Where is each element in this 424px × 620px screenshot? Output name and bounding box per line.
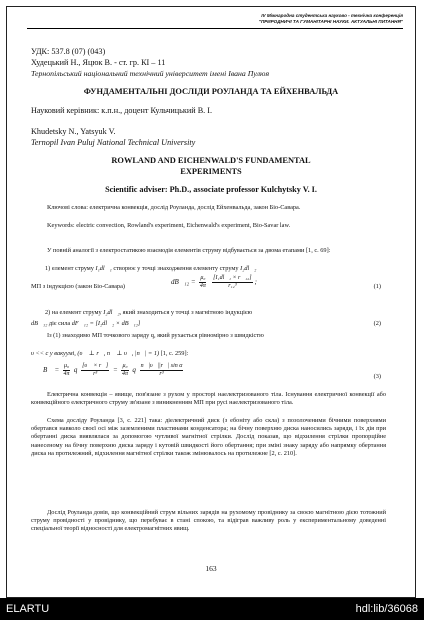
step-1-prefix: 1) елемент струму <box>45 265 94 272</box>
authors-ua: Худецький Н., Яцюк В. - ст. гр. КІ – 11 <box>31 58 166 67</box>
handle-link[interactable]: hdl:lib/36068 <box>355 603 418 615</box>
intro-paragraph: У повній аналогії з електростатикою взаємодія елементів струму відбувається за двома етапами [1, с. 69]: <box>47 247 331 254</box>
equation-1-number: (1) <box>373 283 381 290</box>
biot-savart-prefix: МП з індукцією (закон Біо-Савара) <box>31 283 125 290</box>
equation-3: B⃗ = $\frac{\text{μ₀}}{4\pi}$ q $\frac{[\upsilon⃗ \times r⃗]}{\text{r³}}$ = $\frac{\text{μ₀}}{4\pi}$ q $\frac{\text{n⃗|υ⃗||r⃗| sin α}}{\text{r³}}$ <box>43 363 183 377</box>
repository-name: ELARTU <box>6 603 50 615</box>
repository-footer <box>0 598 424 620</box>
conference-header-line-2: "ПРИРОДНИЧІ ТА ГУМАНІТАРНІ НАУКИ. АКТУАЛЬНІ ПИТАННЯ" <box>258 19 403 24</box>
equation-1: dB⃗₁₂ = $\frac{\text{μ₀}}{4\pi}$ $\frac{\text{[I₁dl⃗₁ × r⃗₁₂]}}{\text{r₁₂³}}$ ; <box>171 275 257 289</box>
affiliation-en: Ternopil Ivan Puluj National Technical University <box>31 138 196 147</box>
paper-page <box>6 6 416 598</box>
adviser-ua: Науковий керівник: к.п.н., доцент Кульчицький В. І. <box>31 106 213 115</box>
title-en-line-1: ROWLAND AND EICHENWALD'S FUNDAMENTAL <box>111 156 311 165</box>
authors-en: Khudetsky N., Yatsyuk V. <box>31 127 116 136</box>
udc-code: УДК: 537.8 (07) (043) <box>31 47 106 56</box>
header-rule <box>27 28 403 29</box>
vacuum-condition: υ << c у вакуумі, <box>31 350 76 357</box>
conference-header <box>259 13 403 25</box>
title-ua: ФУНДАМЕНТАЛЬНІ ДОСЛІДИ РОУЛАНДА ТА ЕЙХЕНВАЛЬДА <box>83 87 339 96</box>
step-2-suffix: , який знаходиться у точці з магнітною індукцією <box>119 309 253 316</box>
from-equation-1: Із (1) знаходимо МП точкового заряду q, який рухається рівномірно з швидкістю <box>47 332 264 339</box>
eichenwald-paragraph: Дослід Роуланда довів, що конвекційний струм вільних зарядів на рухомому провіднику за своєю магнітною дією тотожний струму провідності у провіднику, що перебуває в стані спокою, та відіграв важливу роль у експериментальному доведенні спеціальної теорії відносності для електромагнітних явищ. <box>31 509 386 533</box>
vacuum-condition-line: υ << c у вакуумі, (υ⃗ ⊥ r⃗, n⃗ ⊥ υ⃗, |n⃗| = 1) [1, с. 259]: <box>31 350 189 357</box>
equation-3-number: (3) <box>373 373 381 380</box>
rowland-paragraph: Схема досліду Роуланда [3, с. 221] така: діелектричний диск (з ебоніту або скла) з позолоченими бічними поверхнями обертався навколо своєї осі між заземленими пластинами конденсатора; на бічну поверхню диска наносились заряди, і їх дія при обертанні диска виявлялася за допомогою чутливої магнітної стрілки. Дослід показав, що відхилення стрілки пропорційне нанесеному на бічну поверхню диска заряду і кутовій швидкості його обертання; при зміні знаку заряду або напрямку обертання диска на протилежний, відхилення магнітної стрілки також змінювалось на протилежне [2, с. 210]. <box>31 417 386 457</box>
force-line: dB⃗₁₂ діє сила dF⃗₁₂ = [I₂dl⃗₂ × dB⃗₁₂] <box>31 320 141 327</box>
step-1-suffix: створює у точці знаходження елементу струму <box>113 265 239 272</box>
title-en-line-2: EXPERIMENTS <box>180 167 242 176</box>
conference-header-line-1: IV Міжнародна студентська науково - технічна конференція <box>261 13 403 18</box>
step-2-line: 2) на елемент струму I₂dl⃗₂, який знаходиться у точці з магнітною індукцією <box>45 309 253 316</box>
reference-259: [1, с. 259]: <box>160 350 189 357</box>
adviser-en: Scientific adviser: Ph.D., associate professor Kulchytsky V. I. <box>105 185 317 194</box>
keywords-ua: Ключові слова: електрична конвекція, дослід Роуланда, дослід Ейхенвальда, закон Біо-Савара. <box>47 204 301 211</box>
step-2-prefix: 2) на елемент струму <box>45 309 102 316</box>
convection-paragraph: Електрична конвекція – явище, пов'язане з рухом у просторі наелектризованого тіла. Існування електричної конвекції або конвекційного електричного струму зв'язане з виникненням МП при русі наелектризованого тіла. <box>31 391 386 407</box>
equation-2-number: (2) <box>373 320 381 327</box>
biot-savart-line <box>31 283 125 291</box>
affiliation-ua: Тернопільський національний технічний університет імені Івана Пулюя <box>31 69 270 78</box>
force-prefix: діє сила <box>48 320 71 327</box>
step-1-line: 1) елемент струму I₁dl⃗₁ створює у точці знаходження елементу струму I₂dl⃗₂ <box>45 265 257 272</box>
keywords-en: Keywords: electric convection, Rowland's experiment, Eichenwald's experiment, Bio-Savar law. <box>47 222 291 229</box>
page-number: 163 <box>205 564 217 573</box>
